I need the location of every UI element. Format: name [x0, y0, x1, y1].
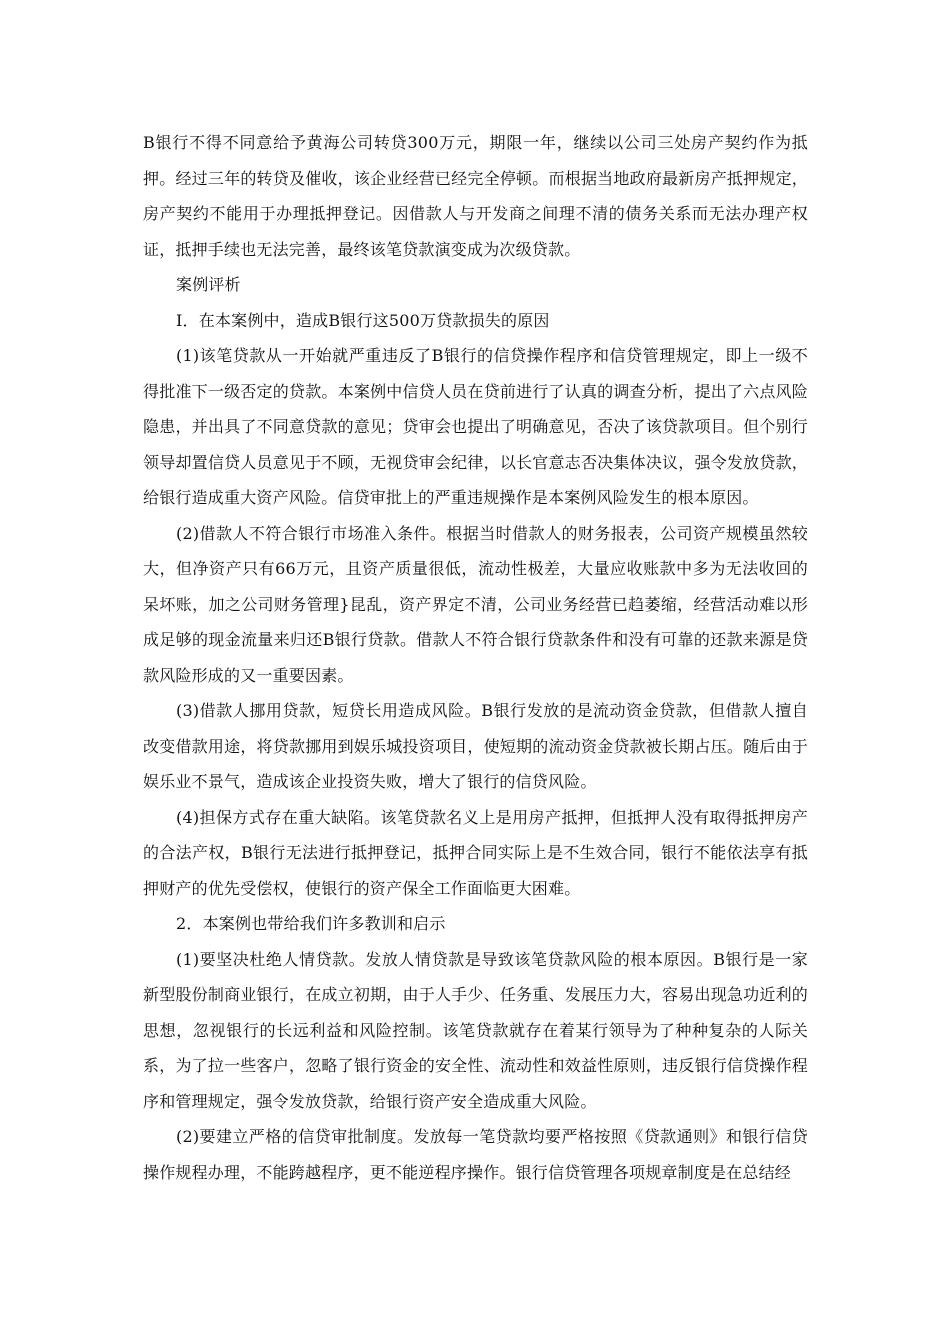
heading-loss-causes: I．在本案例中，造成B银行这500万贷款损失的原因: [176, 310, 550, 330]
paragraph-case-continuation: B银行不得不同意给予黄海公司转贷300万元，期限一年，继续以公司三处房产契约作为抵押。经过三年的转贷及催收，该企业经营已经完全停顿。而根据当地政府最新房产抵押规定，房产契约不能用于办理抵押登记。因借款人与开发商之间理不清的债务关系而无法办理产权证，抵押手续也无法完善，最终该笔贷款演变成为次级贷款。: [143, 133, 808, 259]
document-body: [143, 125, 808, 1190]
paragraph-cause-1: (1)该笔贷款从一开始就严重违反了B银行的信贷操作程序和信贷管理规定，即上一级不得批准下一级否定的贷款。本案例中信贷人员在贷前进行了认真的调查分析，提出了六点风险隐患，并出具了不同意贷款的意见；贷审会也提出了明确意见，否决了该贷款项目。但个别行领导却置信贷人员意见于不顾，无视贷审会纪律，以长官意志否决集体决议，强令发放贷款，给银行造成重大资产风险。信贷审批上的严重违规操作是本案例风险发生的根本原因。: [143, 346, 808, 507]
paragraph-cause-3: (3)借款人挪用贷款，短贷长用造成风险。B银行发放的是流动资金贷款，但借款人擅自改变借款用途，将贷款挪用到娱乐城投资项目，使短期的流动资金贷款被长期占压。随后由于娱乐业不景气，造成该企业投资失败，增大了银行的信贷风险。: [143, 701, 808, 791]
heading-lessons: 2．本案例也带给我们许多教训和启示: [176, 914, 446, 933]
paragraph-cause-4: (4)担保方式存在重大缺陷。该笔贷款名义上是用房产抵押，但抵押人没有取得抵押房产的合法产权，B银行无法进行抵押登记，抵押合同实际上是不生效合同，银行不能依法享有抵押财产的优先受偿权，使银行的资产保全工作面临更大困难。: [143, 807, 808, 898]
heading-case-analysis: 案例评析: [176, 275, 241, 294]
paragraph-lesson-2: (2)要建立严格的信贷审批制度。发放每一笔贷款均要严格按照《贷款通则》和银行信贷操作规程办理，不能跨越程序，更不能逆程序操作。银行信贷管理各项规章制度是在总结经: [143, 1127, 808, 1182]
paragraph-cause-2: (2)借款人不符合银行市场准入条件。根据当时借款人的财务报表，公司资产规模虽然较大，但净资产只有66万元，且资产质量很低，流动性极差，大量应收账款中多为无法收回的呆坏账，加之公司财务管理}昆乱，资产界定不清，公司业务经营已趋萎缩，经营活动难以形成足够的现金流量来归还B银行贷款。借款人不符合银行贷款条件和没有可靠的还款来源是贷款风险形成的又一重要因素。: [143, 523, 808, 685]
paragraph-lesson-1: (1)要坚决杜绝人情贷款。发放人情贷款是导致该笔贷款风险的根本原因。B银行是一家新型股份制商业银行，在成立初期，由于人手少、任务重、发展压力大，容易出现急功近利的思想，忽视银行的长远利益和风险控制。该笔贷款就存在着某行领导为了种种复杂的人际关系，为了拉一些客户，忽略了银行资金的安全性、流动性和效益性原则，违反银行信贷操作程序和管理规定，强令发放贷款，给银行资产安全造成重大风险。: [143, 949, 808, 1111]
